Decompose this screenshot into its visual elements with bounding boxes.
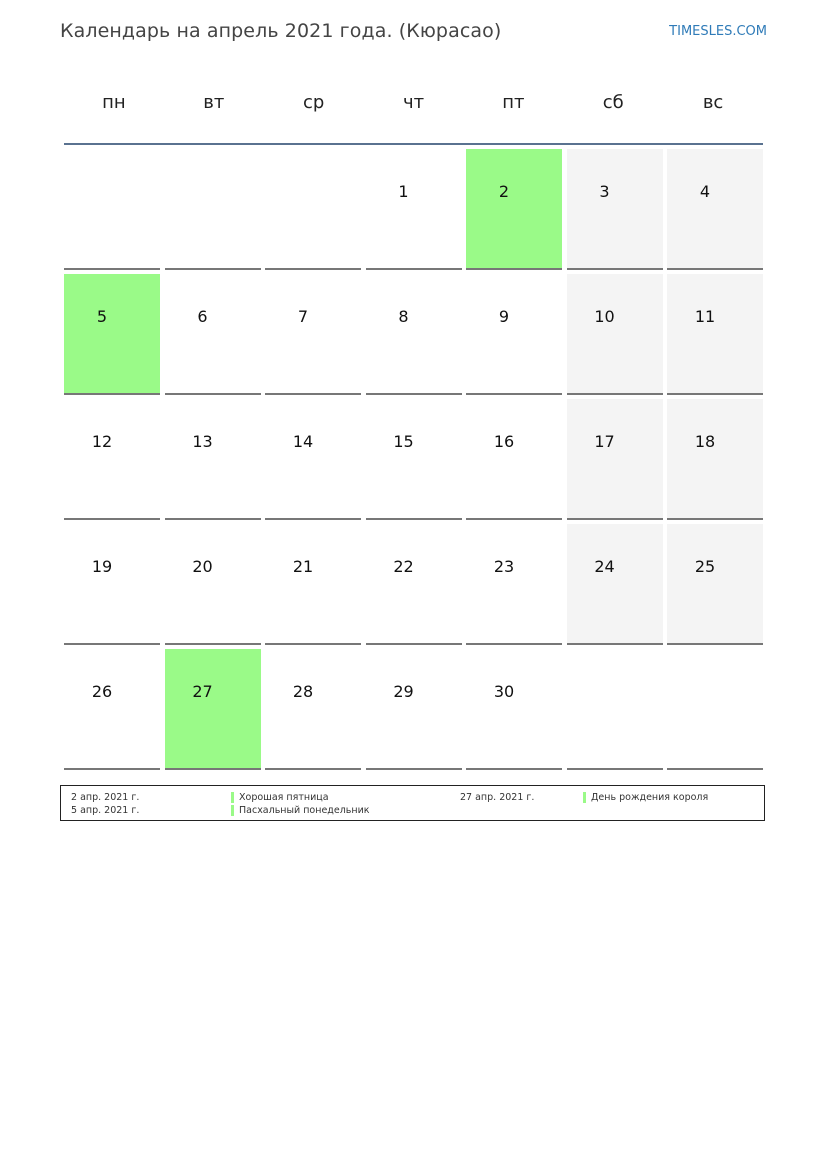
day-cell-7[interactable] [265,274,361,395]
day-number: 15 [393,432,414,451]
legend-holiday-name: Хорошая пятница [231,791,370,804]
weekday-thu: чт [402,92,425,113]
legend-dates-right [460,791,534,804]
empty-day-cell [165,149,261,270]
day-number: 3 [599,182,610,201]
page-title: Календарь на апрель 2021 года. (Кюрасао) [60,20,502,42]
day-number: 10 [594,307,615,326]
day-cell-3[interactable] [567,149,663,270]
day-number: 26 [91,682,113,701]
day-cell-13[interactable] [165,399,261,520]
day-number: 7 [297,307,309,326]
day-number: 27 [192,682,213,701]
day-number: 21 [292,557,314,576]
day-cell-8[interactable] [366,274,462,395]
day-number: 4 [699,182,711,201]
day-cell-6[interactable] [165,274,261,395]
day-number: 8 [398,307,409,326]
day-number: 1 [398,182,409,201]
day-number: 19 [91,557,113,576]
legend-date: 2 апр. 2021 г. [71,792,140,803]
day-number: 28 [292,682,314,701]
empty-day-cell [667,649,763,770]
day-cell-15[interactable] [366,399,462,520]
day-cell-19[interactable] [64,524,160,645]
weekday-sat: сб [602,92,624,113]
holiday-legend [60,785,765,821]
legend-dates-left [71,791,139,817]
day-number: 30 [493,682,515,701]
day-number: 20 [192,557,213,576]
day-cell-17[interactable] [567,399,663,520]
day-cell-23[interactable] [466,524,562,645]
calendar-grid [64,149,763,770]
day-number: 14 [292,432,314,451]
empty-day-cell [265,149,361,270]
legend-holiday-name: Пасхальный понедельник [231,804,370,817]
day-number: 29 [393,682,414,701]
weekday-tue: вт [203,92,225,113]
day-number: 24 [594,557,615,576]
weekday-mon: пн [102,92,126,113]
day-number: 25 [694,557,716,576]
weekday-sun: вс [702,92,724,113]
day-cell-5[interactable] [64,274,160,395]
day-cell-14[interactable] [265,399,361,520]
legend-date: 27 апр. 2021 г. [460,792,535,803]
day-cell-29[interactable] [366,649,462,770]
day-cell-27[interactable] [165,649,261,770]
day-cell-24[interactable] [567,524,663,645]
day-cell-16[interactable] [466,399,562,520]
day-number: 13 [192,432,213,451]
day-cell-26[interactable] [64,649,160,770]
day-cell-28[interactable] [265,649,361,770]
day-cell-1[interactable] [366,149,462,270]
day-number: 12 [91,432,113,451]
day-number: 23 [493,557,515,576]
day-cell-30[interactable] [466,649,562,770]
day-cell-22[interactable] [366,524,462,645]
day-cell-21[interactable] [265,524,361,645]
site-link[interactable]: TIMESLES.COM [669,24,767,39]
day-cell-2[interactable] [466,149,562,270]
legend-holiday-name: День рождения короля [583,791,708,804]
day-cell-4[interactable] [667,149,763,270]
legend-names-left [231,791,370,817]
weekday-wed: ср [302,92,325,113]
empty-day-cell [64,149,160,270]
day-number: 11 [694,307,716,326]
day-number: 5 [96,307,108,326]
day-cell-18[interactable] [667,399,763,520]
legend-date: 5 апр. 2021 г. [71,805,140,816]
day-cell-25[interactable] [667,524,763,645]
day-cell-20[interactable] [165,524,261,645]
day-cell-9[interactable] [466,274,562,395]
weekday-fri: пт [502,92,525,113]
day-number: 6 [197,307,208,326]
day-number: 2 [498,182,510,201]
legend-names-right [583,791,708,804]
day-number: 17 [594,432,615,451]
day-number: 18 [694,432,716,451]
day-cell-12[interactable] [64,399,160,520]
day-number: 16 [493,432,515,451]
day-number: 22 [393,557,414,576]
day-cell-11[interactable] [667,274,763,395]
weekday-header [64,86,763,145]
empty-day-cell [567,649,663,770]
day-number: 9 [498,307,510,326]
day-cell-10[interactable] [567,274,663,395]
